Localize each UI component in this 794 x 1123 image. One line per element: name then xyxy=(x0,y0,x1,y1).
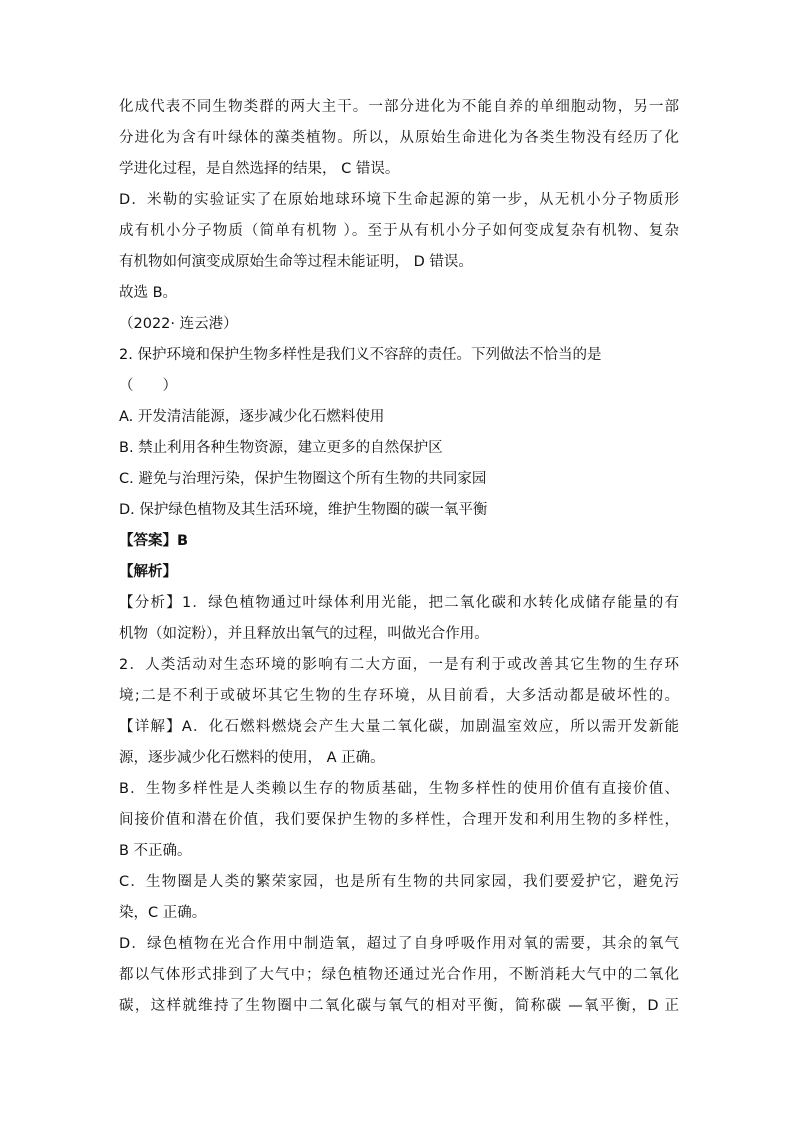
answer-blank: （ ） xyxy=(119,378,177,394)
detail-option-b: B．生物多样性是人类赖以生存的物质基础，生物多样性的使用价值有直接价值、 xyxy=(119,781,679,797)
text-line: 间接价值和潜在价值，我们要保护生物的多样性，合理开发和利用生物的多样性， xyxy=(119,812,679,828)
text-line: 化成代表不同生物类群的两大主干。一部分进化为不能自养的单细胞动物，另一部 xyxy=(119,99,679,115)
text-line: 碳，这样就维持了生物圈中二氧化碳与氧气的相对平衡，简称碳 —氧平衡，D 正 xyxy=(119,998,679,1014)
answer-label: 【答案】B xyxy=(119,533,189,549)
detail-option-c: C．生物圈是人类的繁荣家园，也是所有生物的共同家园，我们要爱护它，避免污 xyxy=(119,874,679,890)
text-line: 学进化过程，是自然选择的结果， C 错误。 xyxy=(119,161,400,177)
text-line: 都以气体形式排到了大气中；绿色植物还通过光合作用，不断消耗大气中的二氧化 xyxy=(119,967,679,983)
text-line: B 不正确。 xyxy=(119,843,192,859)
text-line: 源，逐步减少化石燃料的使用， A 正确。 xyxy=(119,750,385,766)
analysis-point-2: 2．人类活动对生态环境的影响有二大方面，一是有利于或改善其它生物的生存环 xyxy=(119,657,679,673)
text-line: 分进化为含有叶绿体的藻类植物。所以，从原始生命进化为各类生物没有经历了化 xyxy=(119,130,679,146)
text-line: 境;二是不利于或破坏其它生物的生存环境，从目前看，大多活动都是破坏性的。 xyxy=(119,688,679,704)
text-line: 机物（如淀粉），并且释放出氧气的过程，叫做光合作用。 xyxy=(119,626,489,642)
option-d-explanation: D．米勒的实验证实了在原始地球环境下生命起源的第一步，从无机小分子物质形 xyxy=(119,192,679,208)
detail-option-d: D．绿色植物在光合作用中制造氧，超过了自身呼吸作用对氧的需要，其余的氧气 xyxy=(119,936,679,952)
analysis-label: 【解析】 xyxy=(119,564,177,580)
option-d: D. 保护绿色植物及其生活环境，维护生物圈的碳一氧平衡 xyxy=(119,502,488,518)
answer-choice: 故选 B。 xyxy=(119,285,178,301)
question-stem: 2. 保护环境和保护生物多样性是我们义不容辞的责任。下列做法不恰当的是 xyxy=(119,347,602,363)
option-b: B. 禁止利用各种生物资源，建立更多的自然保护区 xyxy=(119,440,443,456)
analysis-point-1: 【分析】1．绿色植物通过叶绿体利用光能，把二氧化碳和水转化成储存能量的有 xyxy=(119,595,679,611)
text-line: 成有机小分子物质（简单有机物 ）。至于从有机小分子如何变成复杂有机物、复杂 xyxy=(119,223,679,239)
option-c: C. 避免与治理污染，保护生物圈这个所有生物的共同家园 xyxy=(119,471,487,487)
question-source: （2022· 连云港） xyxy=(119,316,238,332)
text-line: 染，C 正确。 xyxy=(119,905,207,921)
text-line: 有机物如何演变成原始生命等过程未能证明， D 错误。 xyxy=(119,254,473,270)
detail-option-a: 【详解】A．化石燃料燃烧会产生大量二氧化碳，加剧温室效应，所以需开发新能 xyxy=(119,719,679,735)
document-body xyxy=(119,92,679,1022)
option-a: A. 开发清洁能源，逐步减少化石燃料使用 xyxy=(119,409,385,425)
